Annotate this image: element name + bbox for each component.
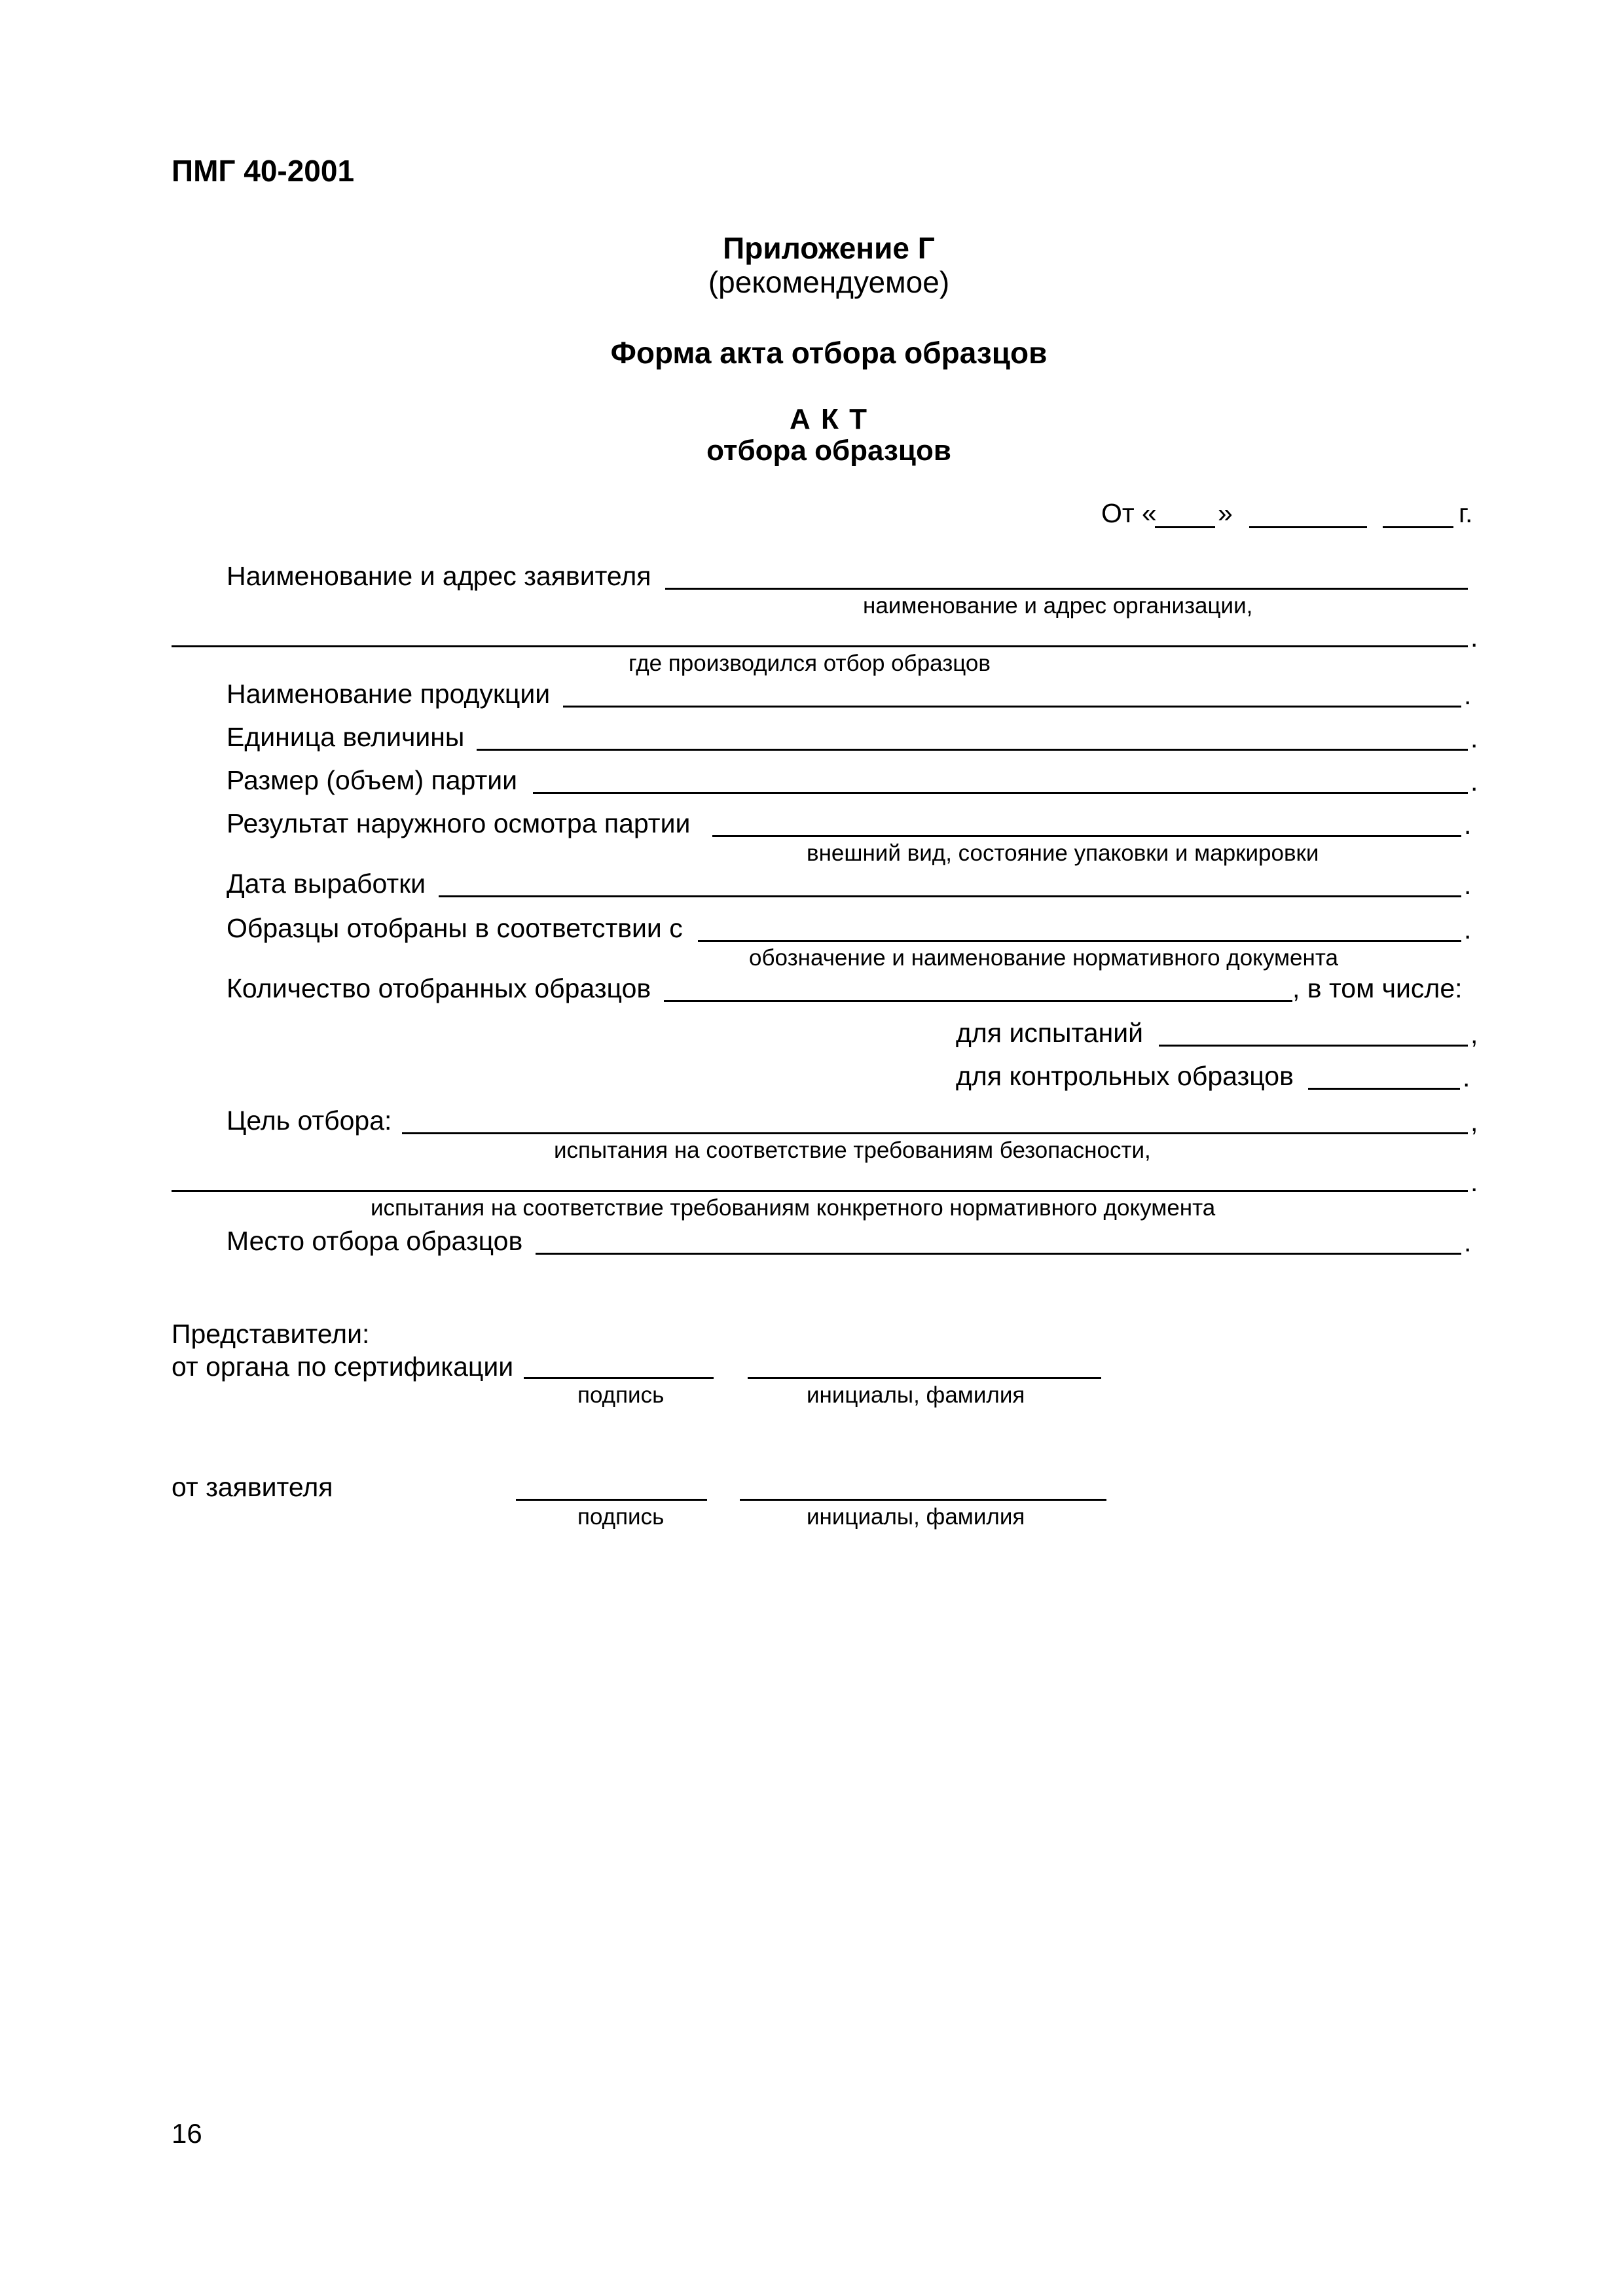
batch-size-end-dot: . bbox=[1470, 766, 1478, 797]
inspection-end-dot: . bbox=[1464, 810, 1472, 840]
purpose-caption-1: испытания на соответствие требованиям безопасности, bbox=[554, 1138, 1151, 1163]
for-control-end-dot: . bbox=[1463, 1062, 1470, 1092]
quantity-input-line[interactable] bbox=[664, 1000, 1292, 1002]
production-date-label: Дата выработки bbox=[227, 869, 426, 899]
purpose-input-line-2[interactable] bbox=[172, 1190, 1468, 1192]
batch-size-label: Размер (объем) партии bbox=[227, 765, 518, 795]
purpose-label: Цель отбора: bbox=[227, 1105, 392, 1136]
form-title: Форма акта отбора образцов bbox=[610, 336, 1048, 370]
quantity-label: Количество отобранных образцов bbox=[227, 973, 651, 1003]
for-tests-input-line[interactable] bbox=[1159, 1045, 1468, 1047]
for-control-input-line[interactable] bbox=[1308, 1088, 1460, 1090]
applicant-input-line-2[interactable] bbox=[172, 645, 1468, 647]
applicant-label: Наименование и адрес заявителя bbox=[227, 561, 651, 591]
purpose-caption-2: испытания на соответствие требованиям конкретного нормативного документа bbox=[371, 1195, 1216, 1221]
place-input-line[interactable] bbox=[536, 1253, 1461, 1255]
conformity-label: Образцы отобраны в соответствии с bbox=[227, 913, 683, 943]
product-label: Наименование продукции bbox=[227, 679, 551, 709]
inspection-label: Результат наружного осмотра партии bbox=[227, 808, 691, 838]
applicant-rep-name-caption: инициалы, фамилия bbox=[807, 1504, 1025, 1530]
date-prefix: От « bbox=[1101, 498, 1157, 528]
date-year-suffix: г. bbox=[1459, 498, 1473, 528]
document-code: ПМГ 40-2001 bbox=[172, 154, 355, 188]
inspection-input-line[interactable] bbox=[712, 835, 1461, 837]
conformity-input-line[interactable] bbox=[698, 940, 1461, 942]
act-subtitle: отбора образцов bbox=[706, 435, 951, 467]
applicant-rep-signature-line[interactable] bbox=[516, 1499, 707, 1501]
representatives-heading: Представители: bbox=[172, 1319, 370, 1349]
applicant-input-line-1[interactable] bbox=[665, 588, 1468, 590]
cert-body-signature-caption: подпись bbox=[577, 1382, 665, 1408]
unit-end-dot: . bbox=[1470, 723, 1478, 753]
cert-body-name-caption: инициалы, фамилия bbox=[807, 1382, 1025, 1408]
purpose-input-line-1[interactable] bbox=[402, 1132, 1468, 1134]
production-date-end-dot: . bbox=[1464, 870, 1472, 900]
applicant-caption-2: где производился отбор образцов bbox=[629, 651, 991, 676]
applicant-rep-label: от заявителя bbox=[172, 1472, 333, 1502]
conformity-caption: обозначение и наименование нормативного документа bbox=[749, 945, 1338, 971]
place-label: Место отбора образцов bbox=[227, 1226, 523, 1256]
appendix-subtitle: (рекомендуемое) bbox=[708, 265, 950, 299]
product-end-dot: . bbox=[1464, 680, 1472, 710]
page-number: 16 bbox=[172, 2118, 202, 2149]
for-tests-end-comma: , bbox=[1470, 1019, 1478, 1049]
purpose-end-dot: . bbox=[1470, 1167, 1478, 1197]
cert-body-name-line[interactable] bbox=[748, 1377, 1101, 1379]
purpose-end-comma: , bbox=[1470, 1107, 1478, 1137]
for-tests-label: для испытаний bbox=[956, 1018, 1144, 1048]
applicant-rep-signature-caption: подпись bbox=[577, 1504, 665, 1530]
applicant-end-dot: . bbox=[1470, 622, 1478, 653]
date-month-field[interactable] bbox=[1249, 526, 1367, 528]
date-day-field[interactable] bbox=[1155, 526, 1215, 528]
appendix-title: Приложение Г bbox=[723, 231, 935, 265]
cert-body-signature-line[interactable] bbox=[524, 1377, 714, 1379]
quantity-suffix: , в том числе: bbox=[1292, 973, 1463, 1003]
production-date-input-line[interactable] bbox=[439, 895, 1461, 897]
cert-body-label: от органа по сертификации bbox=[172, 1352, 514, 1382]
unit-input-line[interactable] bbox=[477, 749, 1468, 751]
conformity-end-dot: . bbox=[1464, 914, 1472, 944]
act-title: А К Т bbox=[790, 403, 868, 435]
unit-label: Единица величины bbox=[227, 722, 465, 752]
for-control-label: для контрольных образцов bbox=[956, 1061, 1294, 1091]
batch-size-input-line[interactable] bbox=[533, 792, 1468, 794]
inspection-caption: внешний вид, состояние упаковки и маркировки bbox=[807, 840, 1319, 866]
product-input-line[interactable] bbox=[563, 706, 1461, 708]
date-close-quote: » bbox=[1218, 498, 1233, 528]
applicant-caption-1: наименование и адрес организации, bbox=[863, 593, 1253, 619]
applicant-rep-name-line[interactable] bbox=[740, 1499, 1106, 1501]
date-year-field[interactable] bbox=[1383, 526, 1453, 528]
place-end-dot: . bbox=[1464, 1227, 1472, 1257]
